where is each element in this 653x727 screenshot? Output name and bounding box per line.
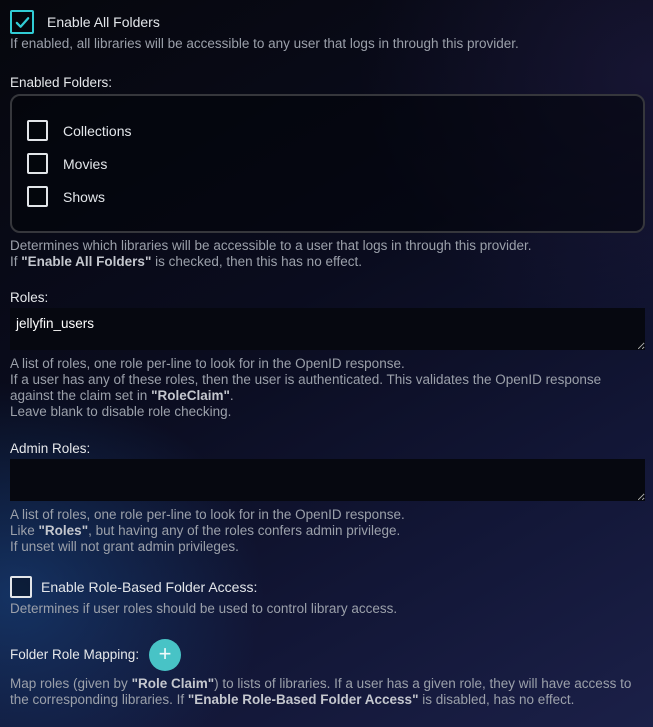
folder-row-shows [27, 186, 628, 207]
role-based-folder-access-checkbox[interactable] [10, 576, 32, 598]
plus-icon: + [158, 641, 172, 666]
role-based-folder-access-description: Determines if user roles should be used to control library access. [10, 601, 398, 616]
folder-label-shows: Shows [63, 188, 106, 205]
enabled-folders-description: Determines which libraries will be accessible to a user that logs in through this provider. If "Enable All Folders" is checked, then this has no effect. [10, 238, 532, 269]
enable-all-folders-row [10, 10, 645, 34]
folder-row-movies [27, 153, 628, 174]
roles-description: A list of roles, one role per-line to look for in the OpenID response. If a user has any of these roles, then the user is authenticated. This validates the OpenID response against the claim set in "RoleClaim". Leave blank to disable role checking. [10, 356, 602, 419]
folder-checkbox-movies[interactable] [27, 153, 48, 174]
folder-label-collections: Collections [63, 122, 132, 139]
admin-roles-textarea[interactable] [10, 459, 645, 501]
check-icon [14, 14, 31, 31]
admin-roles-label: Admin Roles: [10, 441, 91, 456]
folder-checkbox-collections[interactable] [27, 120, 48, 141]
folder-label-movies: Movies [63, 155, 108, 172]
enable-all-folders-description: If enabled, all libraries will be accessible to any user that logs in through this provider. [10, 36, 519, 51]
enabled-folders-label: Enabled Folders: [10, 75, 113, 90]
folder-checkbox-shows[interactable] [27, 186, 48, 207]
admin-roles-description: A list of roles, one role per-line to look for in the OpenID response. Like "Roles", but having any of the roles confers admin privilege. If unset will not grant admin privileges. [10, 507, 405, 554]
add-folder-role-mapping-button[interactable] [149, 639, 181, 671]
enabled-folders-box [10, 94, 645, 233]
enable-all-folders-checkbox[interactable] [10, 10, 34, 34]
folder-role-mapping-description: Map roles (given by "Role Claim") to lists of libraries. If a user has a given role, they will have access to the corresponding libraries. If "Enable Role-Based Folder Access" is disabled, has no effect. [10, 676, 632, 707]
roles-label: Roles: [10, 290, 49, 305]
roles-textarea[interactable] [10, 308, 645, 350]
folder-role-mapping-label: Folder Role Mapping: [10, 647, 140, 662]
role-based-folder-access-row [10, 576, 645, 598]
folder-row-collections [27, 120, 628, 141]
role-based-folder-access-label: Enable Role-Based Folder Access: [41, 579, 258, 595]
folder-role-mapping-row [10, 639, 645, 671]
enable-all-folders-label: Enable All Folders [47, 14, 160, 30]
